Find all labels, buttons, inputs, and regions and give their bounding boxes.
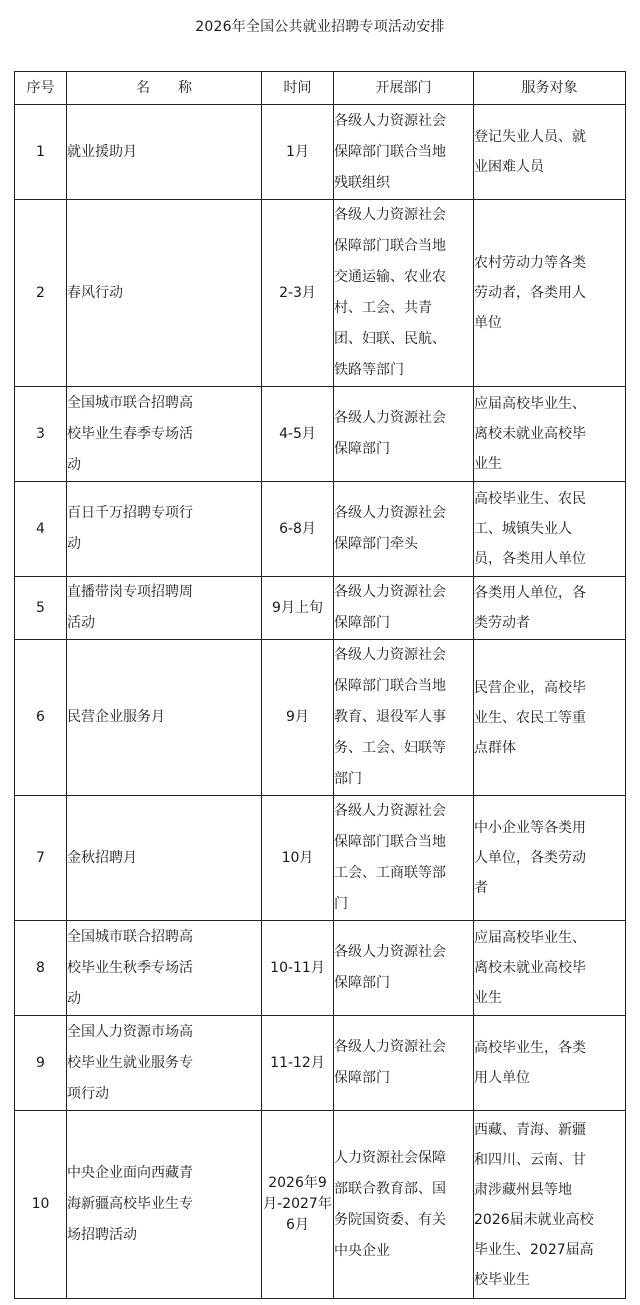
header-time: 时间	[262, 72, 334, 105]
row-target: 应届高校毕业生、 离校未就业高校毕 业生	[474, 930, 586, 1006]
row-name: 金秋招聘月	[67, 849, 137, 866]
row-time-cell	[262, 105, 334, 200]
row-dept: 各级人力资源社会 保障部门牵头	[334, 505, 446, 552]
row-target-cell	[474, 1111, 626, 1299]
row-dept-cell	[334, 796, 474, 921]
row-name: 直播带岗专项招聘周 活动	[67, 584, 193, 631]
row-dept: 各级人力资源社会 保障部门联合当地 残联组织	[334, 112, 446, 191]
row-name-cell	[67, 1111, 262, 1299]
row-name: 就业援助月	[67, 143, 137, 160]
row-target: 登记失业人员、就 业困难人员	[474, 129, 586, 175]
row-index: 5	[36, 599, 45, 616]
row-dept-cell	[334, 200, 474, 387]
row-name-cell	[67, 921, 262, 1016]
row-dept: 各级人力资源社会 保障部门联合当地 教育、退役军人事 务、工会、妇联等 部门	[334, 647, 446, 787]
row-dept: 各级人力资源社会 保障部门联合当地 交通运输、农业农 村、工会、共青 团、妇联、民航、 铁路等部门	[334, 207, 446, 378]
row-dept-cell	[334, 482, 474, 577]
table-row	[15, 105, 626, 200]
row-time: 2026年9 月-2027年 6月	[263, 1175, 332, 1233]
row-time: 9月上旬	[272, 599, 323, 616]
row-dept: 人力资源社会保障 部联合教育部、国 务院国资委、有关 中央企业	[334, 1149, 446, 1259]
row-index-cell	[15, 482, 67, 577]
row-target: 民营企业，高校毕 业生、农民工等重 点群体	[474, 679, 586, 756]
row-index: 7	[36, 849, 45, 866]
row-time-cell	[262, 1111, 334, 1299]
row-time-cell	[262, 921, 334, 1016]
row-target: 应届高校毕业生、 离校未就业高校毕 业生	[474, 396, 586, 472]
row-index: 3	[36, 425, 45, 442]
row-dept-cell	[334, 640, 474, 796]
row-time: 10月	[281, 849, 314, 866]
table-row	[15, 577, 626, 640]
table-header-row	[15, 72, 626, 105]
row-time: 2-3月	[279, 284, 316, 301]
row-name: 全国城市联合招聘高 校毕业生春季专场活 动	[67, 394, 193, 473]
row-target-cell	[474, 200, 626, 387]
row-time: 4-5月	[279, 425, 316, 442]
row-index: 9	[36, 1054, 45, 1071]
row-dept-cell	[334, 921, 474, 1016]
row-time-cell	[262, 1016, 334, 1111]
row-name-cell	[67, 387, 262, 482]
row-index: 10	[31, 1196, 50, 1212]
row-name-cell	[67, 482, 262, 577]
table-row	[15, 1016, 626, 1111]
row-dept-cell	[334, 1111, 474, 1299]
row-time-cell	[262, 200, 334, 387]
row-target-cell	[474, 1016, 626, 1111]
row-name-cell	[67, 200, 262, 387]
row-time-cell	[262, 796, 334, 921]
row-target-cell	[474, 796, 626, 921]
row-index-cell	[15, 1111, 67, 1299]
row-index: 2	[36, 284, 45, 301]
row-dept: 各级人力资源社会 保障部门	[334, 410, 446, 457]
page-title: 2026年全国公共就业招聘专项活动安排	[195, 19, 445, 35]
row-name: 春风行动	[67, 284, 123, 301]
row-index-cell	[15, 105, 67, 200]
schedule-table	[14, 71, 626, 1299]
row-dept: 各级人力资源社会 保障部门	[334, 1039, 446, 1086]
row-name: 全国人力资源市场高 校毕业生就业服务专 项行动	[67, 1023, 193, 1102]
row-name-cell	[67, 796, 262, 921]
row-name-cell	[67, 640, 262, 796]
row-dept-cell	[334, 105, 474, 200]
table-row	[15, 921, 626, 1016]
row-target-cell	[474, 387, 626, 482]
row-dept: 各级人力资源社会 保障部门联合当地 工会、工商联等部 门	[334, 803, 446, 912]
row-time-cell	[262, 482, 334, 577]
row-time: 1月	[286, 143, 309, 160]
row-target: 各类用人单位，各 类劳动者	[474, 585, 586, 631]
row-time-cell	[262, 640, 334, 796]
row-time: 6-8月	[279, 520, 316, 537]
row-time: 9月	[286, 709, 309, 725]
row-name: 中央企业面向西藏青 海新疆高校毕业生专 场招聘活动	[67, 1165, 193, 1243]
row-time: 10-11月	[270, 959, 325, 976]
table-body	[15, 105, 626, 1299]
row-dept-cell	[334, 577, 474, 640]
row-time-cell	[262, 577, 334, 640]
row-name: 百日千万招聘专项行 动	[67, 505, 193, 552]
row-target: 中小企业等各类用 人单位，各类劳动 者	[474, 820, 586, 896]
row-index-cell	[15, 640, 67, 796]
header-dept: 开展部门	[334, 72, 474, 105]
table-row	[15, 1111, 626, 1299]
row-name: 全国城市联合招聘高 校毕业生秋季专场活 动	[67, 928, 193, 1007]
row-dept: 各级人力资源社会 保障部门	[334, 584, 446, 631]
row-index-cell	[15, 577, 67, 640]
row-name-cell	[67, 1016, 262, 1111]
row-index-cell	[15, 921, 67, 1016]
row-index: 6	[36, 709, 45, 725]
row-target-cell	[474, 921, 626, 1016]
row-target-cell	[474, 640, 626, 796]
row-index: 1	[36, 143, 45, 160]
row-dept-cell	[334, 387, 474, 482]
row-dept-cell	[334, 1016, 474, 1111]
row-index-cell	[15, 796, 67, 921]
row-target-cell	[474, 577, 626, 640]
row-index-cell	[15, 387, 67, 482]
row-index-cell	[15, 1016, 67, 1111]
header-index: 序号	[15, 72, 67, 105]
header-target: 服务对象	[474, 72, 626, 105]
row-target: 西藏、青海、新疆 和四川、云南、甘 肃涉藏州县等地 2026届未就业高校 毕业生、2027届高 校毕业生	[474, 1121, 594, 1288]
row-name: 民营企业服务月	[67, 709, 165, 725]
row-index: 4	[36, 520, 45, 537]
row-target: 高校毕业生，各类 用人单位	[474, 1040, 586, 1086]
table-row	[15, 482, 626, 577]
row-time-cell	[262, 387, 334, 482]
table-row	[15, 387, 626, 482]
row-name-cell	[67, 105, 262, 200]
row-target: 高校毕业生、农民 工、城镇失业人 员，各类用人单位	[474, 491, 586, 567]
row-target: 农村劳动力等各类 劳动者，各类用人 单位	[474, 255, 586, 331]
row-index: 8	[36, 959, 45, 976]
row-target-cell	[474, 482, 626, 577]
row-index-cell	[15, 200, 67, 387]
table-row	[15, 200, 626, 387]
header-name: 名 称	[67, 72, 262, 105]
row-target-cell	[474, 105, 626, 200]
table-row	[15, 796, 626, 921]
row-name-cell	[67, 577, 262, 640]
row-time: 11-12月	[270, 1054, 325, 1071]
row-dept: 各级人力资源社会 保障部门	[334, 944, 446, 991]
table-row	[15, 640, 626, 796]
